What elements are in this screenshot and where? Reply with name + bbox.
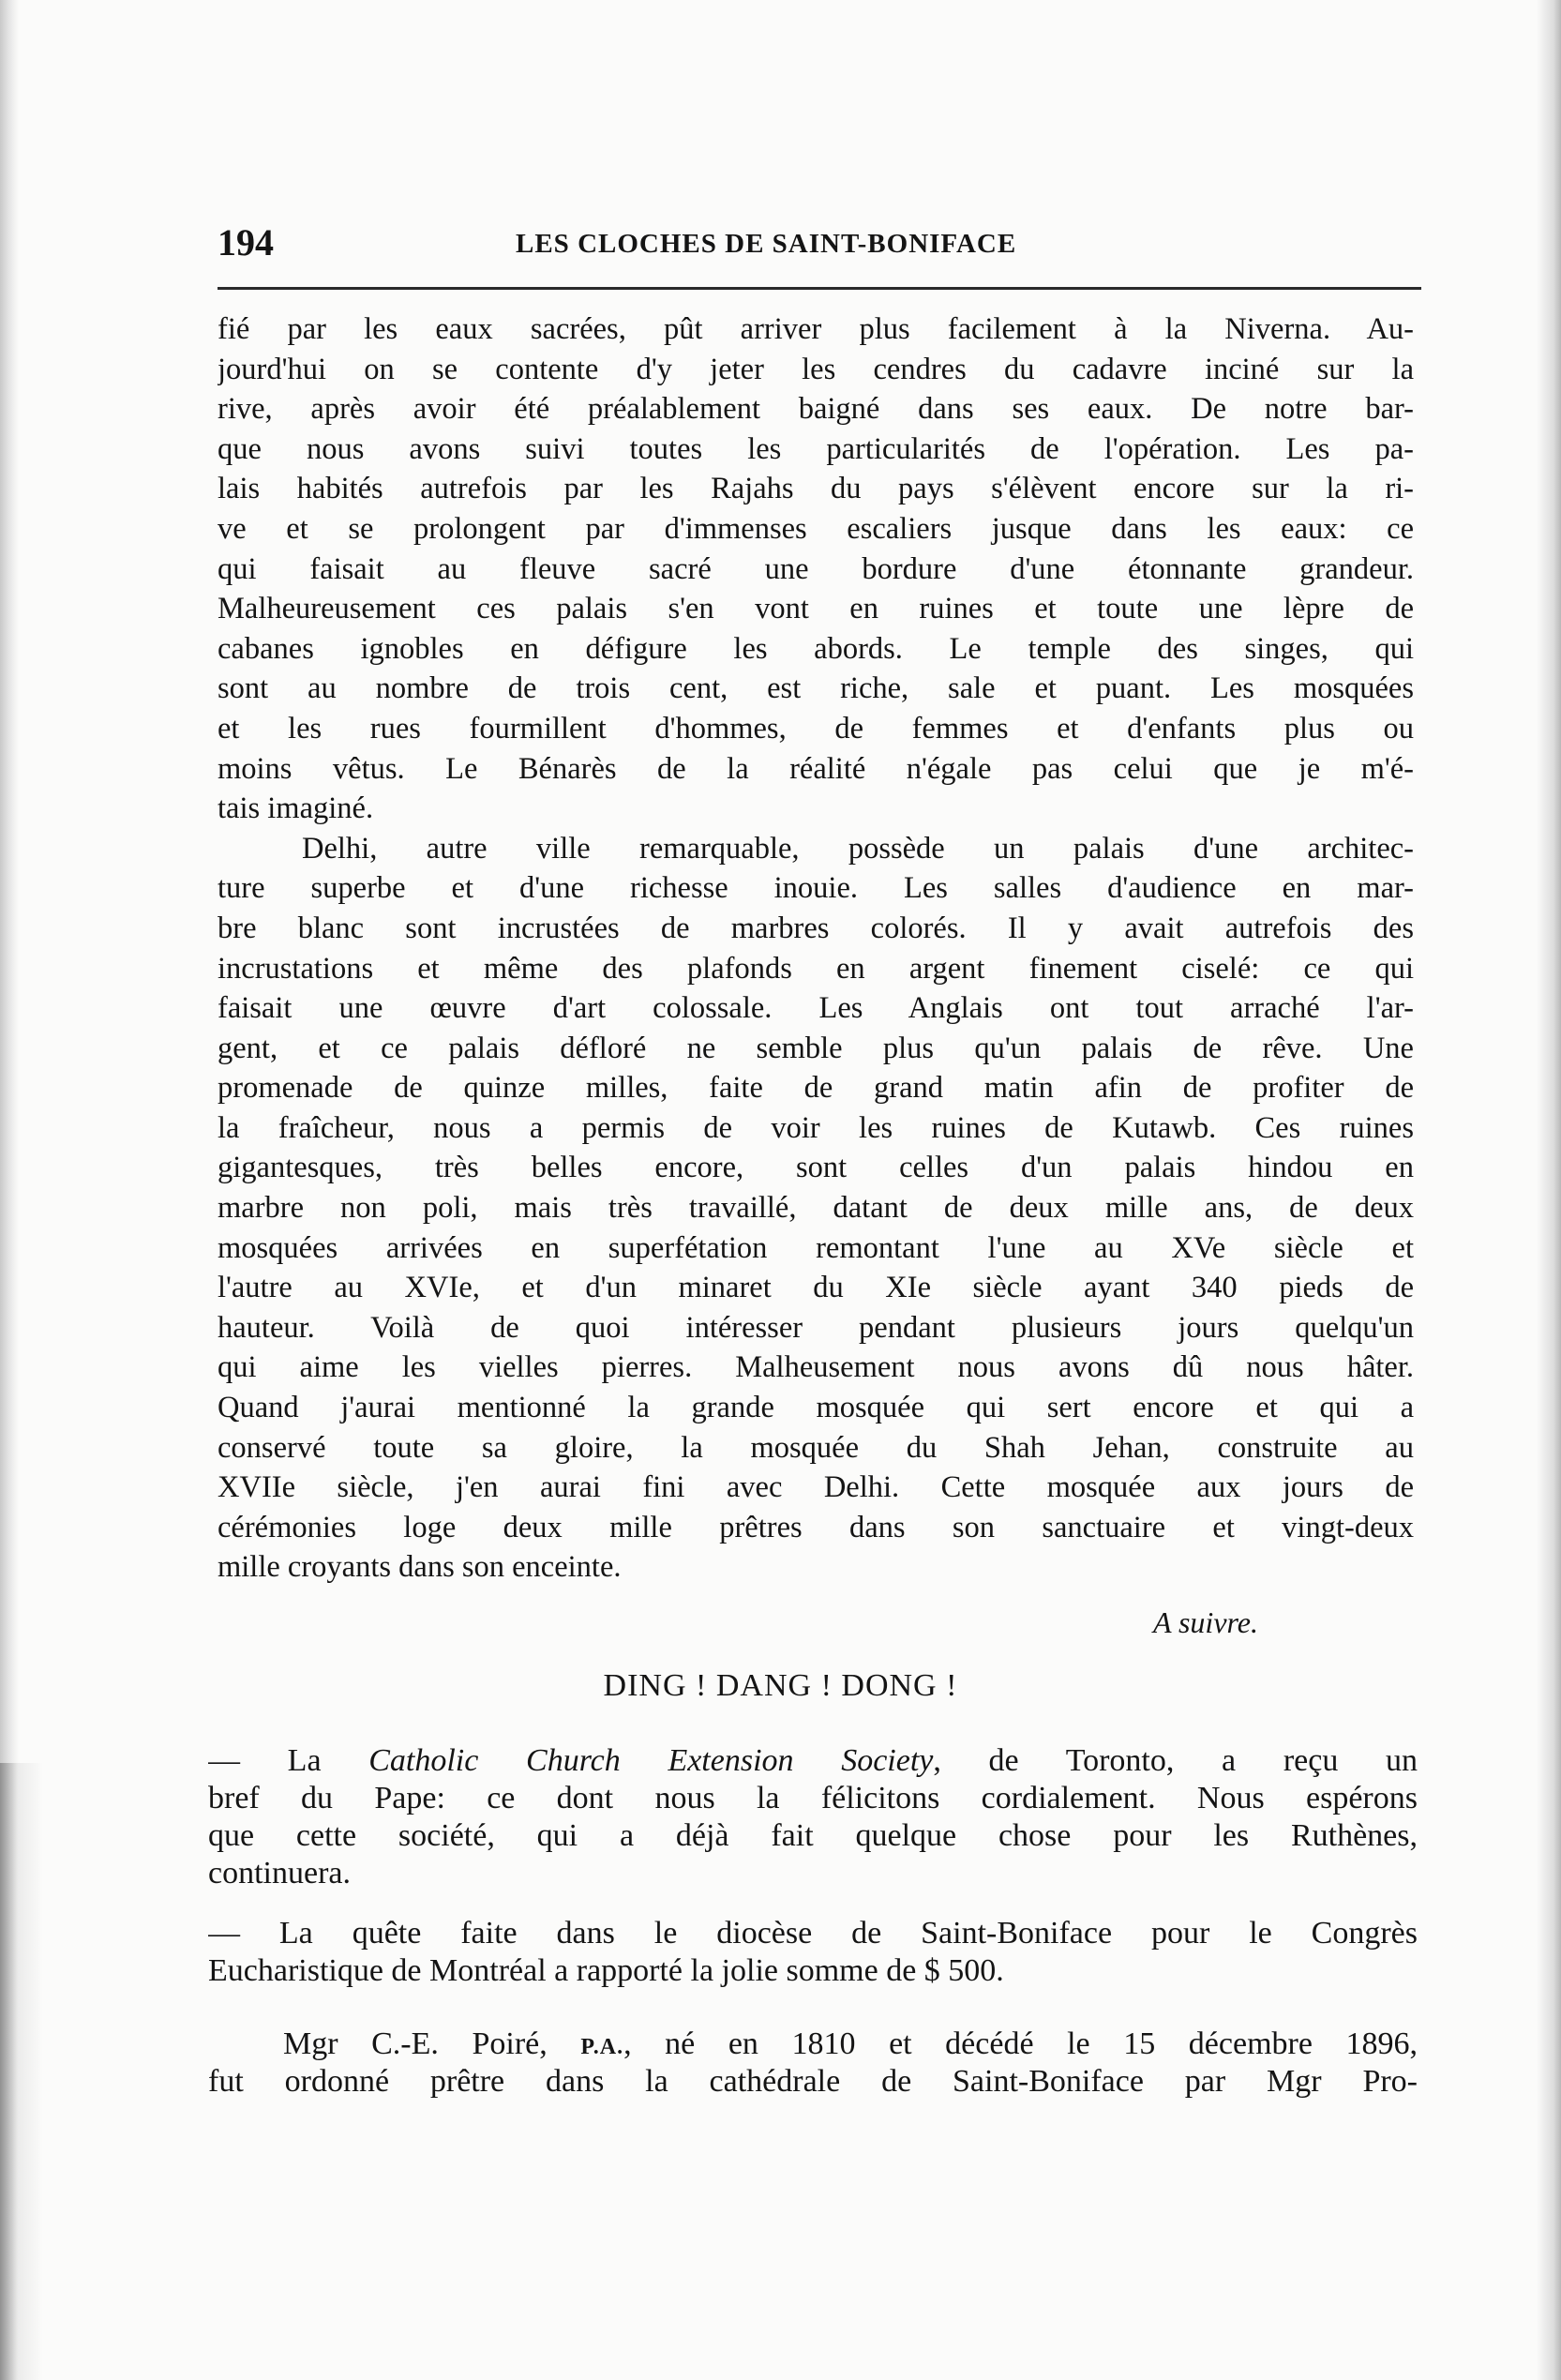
body-line: moins vêtus. Le Bénarès de la réalité n'égale pas celui que je m'é- [218,751,1414,786]
news-line: fut ordonné prêtre dans la cathédrale de Saint-Boniface par Mgr Pro- [208,2064,1418,2099]
body-line: faisait une œuvre d'art colossale. Les Anglais ont tout arraché l'ar- [218,991,1414,1026]
running-title: LES CLOCHES DE SAINT-BONIFACE [516,229,1017,259]
body-line: incrustations et même des plafonds en argent finement ciselé: ce qui [218,951,1414,986]
body-line: conservé toute sa gloire, la mosquée du Shah Jehan, construite au [218,1430,1414,1465]
news-line [208,1742,1418,1780]
title-abbreviation: P.A. [580,2035,624,2059]
body-line: et les rues fourmillent d'hommes, de femmes et d'enfants plus ou [218,711,1414,746]
body-line: ve et se prolongent par d'immenses escaliers jusque dans les eaux: ce [218,511,1414,546]
body-line: fié par les eaux sacrées, pût arriver plus facilement à la Niverna. Au- [218,312,1414,346]
body-line: Quand j'aurai mentionné la grande mosquée qui sert encore et qui a [218,1391,1414,1425]
news-text: , de Toronto, a reçu un [933,1743,1418,1778]
body-line: jourd'hui on se contente d'y jeter les cendres du cadavre inciné sur la [218,352,1414,386]
header-rule [218,287,1421,290]
body-line: qui aime les vielles pierres. Malheusement nous avons dû nous hâter. [218,1350,1414,1385]
body-line: la fraîcheur, nous a permis de voir les ruines de Kutawb. Ces ruines [218,1110,1414,1145]
body-line: gent, et ce palais défloré ne semble plus qu'un palais de rêve. Une [218,1031,1414,1065]
body-line: Delhi, autre ville remarquable, possède un palais d'une architec- [302,831,1414,866]
body-line: cérémonies loge deux mille prêtres dans son sanctuaire et vingt-deux [218,1510,1414,1544]
page-header [218,221,1429,264]
society-name: Catholic Church Extension Society [368,1743,934,1778]
news-line: — La quête faite dans le diocèse de Saint-Boniface pour le Congrès [208,1916,1418,1951]
news-item-congress-collection [208,1915,1418,1990]
body-line: XVIIe siècle, j'en aurai fini avec Delhi. Cette mosquée aux jours de [218,1470,1414,1505]
news-line: que cette société, qui a déjà fait quelque chose pour les Ruthènes, [208,1818,1418,1853]
scan-right-edge [1537,0,1561,2380]
news-item-mgr-poire [208,2026,1418,2101]
scan-left-edge-shadow [0,1763,43,2380]
body-line: mille croyants dans son enceinte. [218,1550,622,1585]
body-line: mosquées arrivées en superfétation remontant l'une au XVe siècle et [218,1230,1414,1265]
body-line: rive, après avoir été préalablement baigné dans ses eaux. De notre bar- [218,392,1414,427]
body-line: Malheureusement ces palais s'en vont en ruines et toute une lèpre de [218,592,1414,626]
body-line: tais imaginé. [218,791,374,826]
body-line: gigantesques, très belles encore, sont celles d'un palais hindou en [218,1151,1414,1185]
news-text: Mgr C.-E. Poiré, [283,2026,581,2061]
news-line [208,2026,1418,2063]
body-line: bre blanc sont incrustées de marbres colorés. Il y avait autrefois des [218,911,1414,945]
body-line: ture superbe et d'une richesse inouie. Les salles d'audience en mar- [218,871,1414,906]
to-be-continued: A suivre. [1153,1605,1258,1639]
news-line: Eucharistique de Montréal a rapporté la jolie somme de $ 500. [208,1953,1004,1988]
body-line: hauteur. Voilà de quoi intéresser pendant plusieurs jours quelqu'un [218,1310,1414,1345]
article-body [218,309,1414,1588]
body-line: qui faisait au fleuve sacré une bordure d'une étonnante grandeur. [218,551,1414,586]
body-line: lais habités autrefois par les Rajahs du pays s'élèvent encore sur la ri- [218,472,1414,506]
body-line: cabanes ignobles en défigure les abords. Le temple des singes, qui [218,631,1414,666]
body-line: l'autre au XVIe, et d'un minaret du XIe siècle ayant 340 pieds de [218,1271,1414,1305]
page-number: 194 [218,221,274,264]
body-line: promenade de quinze milles, faite de grand matin afin de profiter de [218,1071,1414,1106]
news-line: bref du Pape: ce dont nous la félicitons cordialement. Nous espérons [208,1781,1418,1815]
news-line: continuera. [208,1856,351,1890]
news-text: , né en 1810 et décédé le 15 décembre 1896, [623,2026,1418,2061]
section-title: DING ! DANG ! DONG ! [603,1668,958,1703]
body-line: marbre non poli, mais très travaillé, datant de deux mille ans, de deux [218,1191,1414,1226]
news-item-extension-society [208,1742,1418,1892]
news-text: — La [208,1743,369,1778]
body-line: que nous avons suivi toutes les particularités de l'opération. Les pa- [218,431,1414,466]
body-line: sont au nombre de trois cent, est riche, sale et puant. Les mosquées [218,671,1414,706]
